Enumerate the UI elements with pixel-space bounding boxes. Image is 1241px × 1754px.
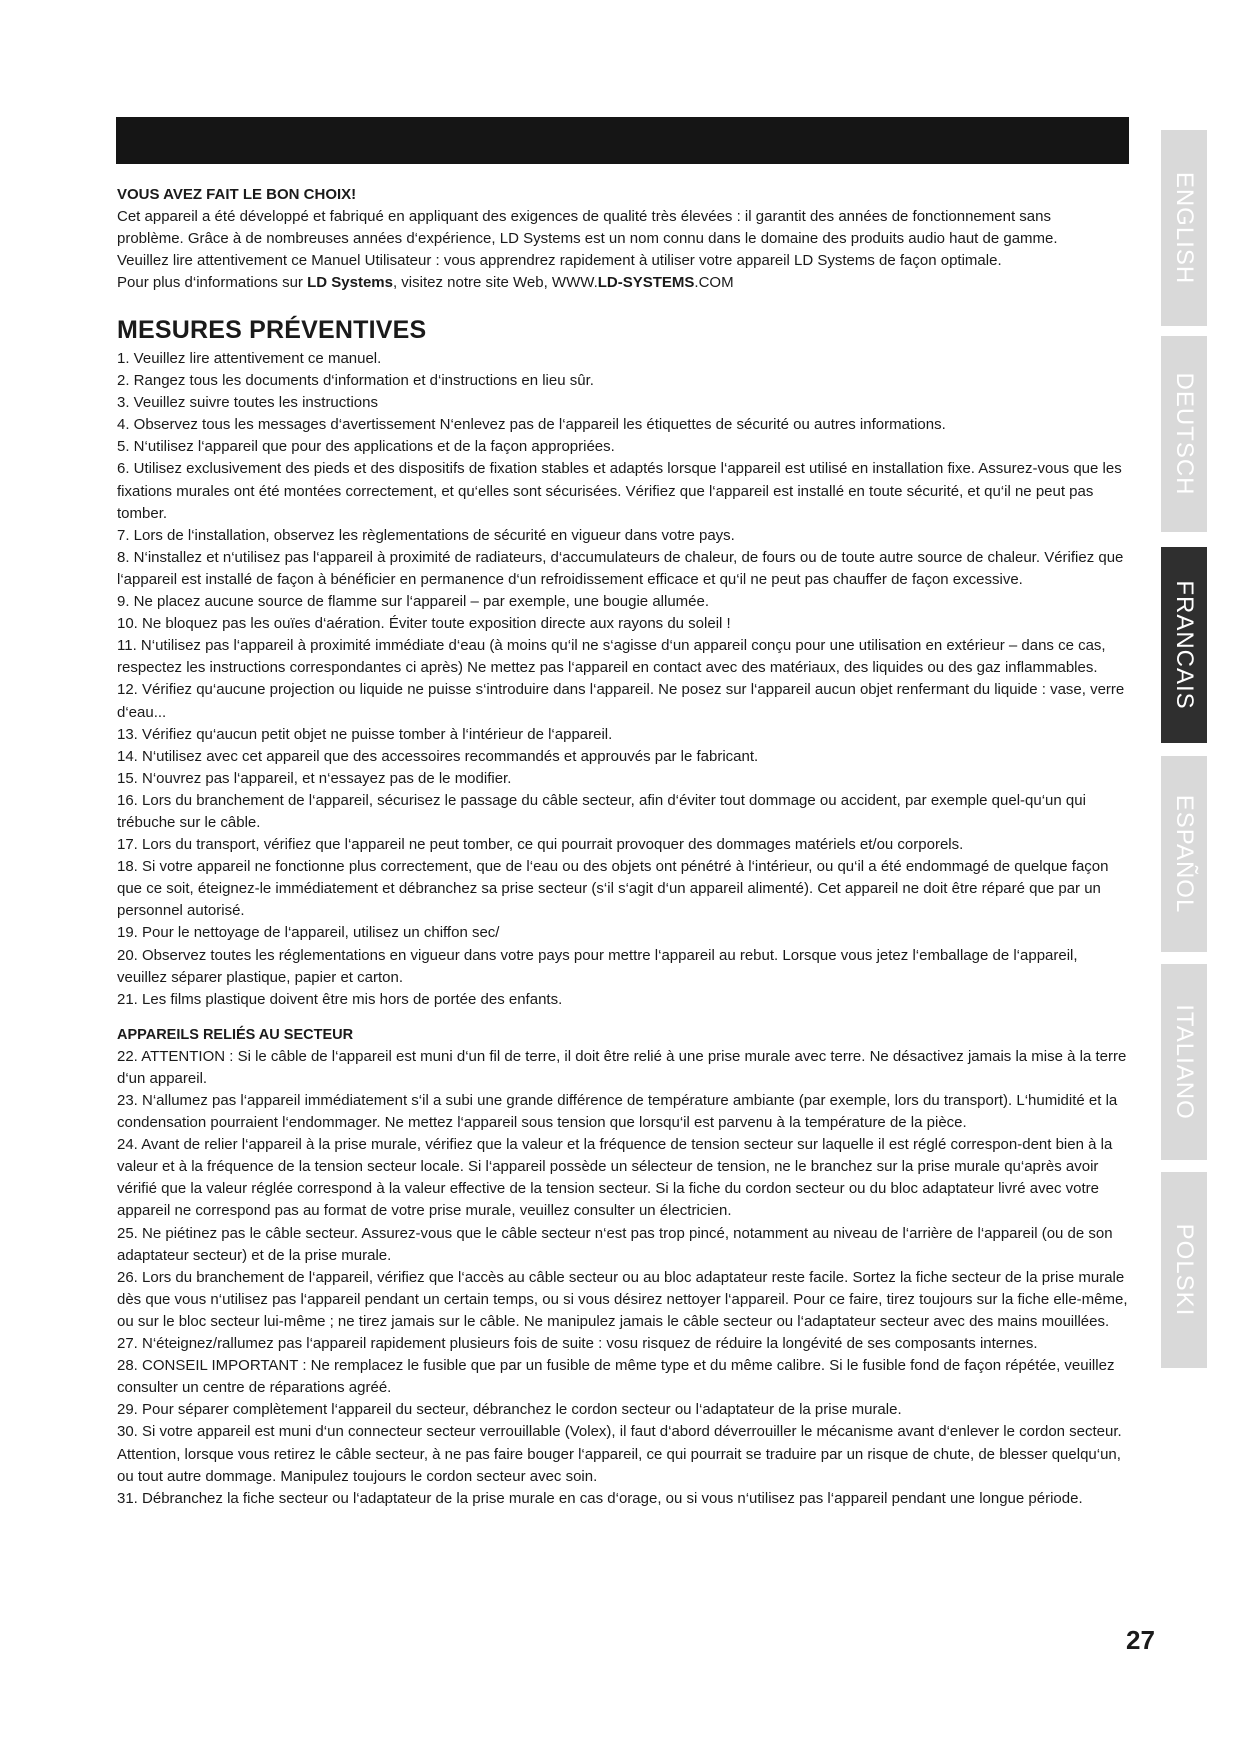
list-item: 10. Ne bloquez pas les ouïes d‘aération. Éviter toute exposition directe aux rayons du soleil ! xyxy=(117,615,731,633)
mains-list xyxy=(117,1046,1129,1510)
brand-name: LD Systems xyxy=(307,274,393,291)
intro-line: Veuillez lire attentivement ce Manuel Utilisateur : vous apprendrez rapidement à utiliser votre appareil LD Systems de façon optimale. xyxy=(117,252,1002,269)
list-item: 5. N‘utilisez l‘appareil que pour des applications et de la façon appropriées. xyxy=(117,438,615,456)
intro-text: , visitez notre site Web, WWW. xyxy=(392,274,598,291)
list-item: 29. Pour séparer complètement l‘appareil du secteur, débranchez le cordon secteur ou l‘adaptateur de la prise murale. xyxy=(117,1401,902,1419)
list-item: 28. CONSEIL IMPORTANT : Ne remplacez le fusible que par un fusible de même type et du même calibre. Si le fusible fond de façon répétée, veuillez consulter un centre de réparations agréé. xyxy=(117,1357,1115,1397)
intro-text: Pour plus d‘informations sur xyxy=(117,274,308,291)
list-item: 19. Pour le nettoyage de l‘appareil, utilisez un chiffon sec/ xyxy=(117,924,500,942)
tab-label: ESPAÑOL xyxy=(1171,794,1198,914)
list-item: 1. Veuillez lire attentivement ce manuel. xyxy=(117,350,382,367)
tab-label: FRANCAIS xyxy=(1171,580,1198,710)
list-item: 25. Ne piétinez pas le câble secteur. Assurez-vous que le câble secteur n‘est pas trop pincé, notamment au niveau de l‘arrière de l‘appareil (ou de son adaptateur secteur) et de la prise murale. xyxy=(117,1224,1113,1264)
tab-polski[interactable] xyxy=(1161,1172,1207,1368)
intro-website-line xyxy=(117,272,1129,294)
tab-label: ENGLISH xyxy=(1171,171,1198,285)
list-item: 12. Vérifiez qu‘aucune projection ou liquide ne puisse s‘introduire dans l‘appareil. Ne posez sur l‘appareil aucun objet renfermant du liquide : vase, verre d‘eau... xyxy=(117,681,1125,721)
list-item: 20. Observez toutes les réglementations en vigueur dans votre pays pour mettre l‘appareil au rebut. Lorsque vous jetez l‘emballage de l‘appareil, veuillez séparer plastique, papier et carton. xyxy=(117,946,1078,986)
list-item: 13. Vérifiez qu‘aucun petit objet ne puisse tomber à l‘intérieur de l‘appareil. xyxy=(117,725,613,743)
list-item: 15. N‘ouvrez pas l‘appareil, et n‘essayez pas de le modifier. xyxy=(117,769,512,787)
list-item: 4. Observez tous les messages d‘avertissement N‘enlevez pas de l‘appareil les étiquettes de sécurité ou autres informations. xyxy=(117,416,946,434)
section-title: MESURES PRÉVENTIVES xyxy=(117,316,427,344)
list-item: 7. Lors de l‘installation, observez les règlementations de sécurité en vigueur dans votre pays. xyxy=(117,526,735,544)
website-link-bold[interactable]: LD-SYSTEMS xyxy=(597,274,695,291)
list-item: 6. Utilisez exclusivement des pieds et des dispositifs de fixation stables et adaptés lorsque l‘appareil est utilisé en installation fixe. Assurez-vous que les fixations murales ont été montées correctement, et qu‘elles sont sécurisées. Vérifiez que l‘appareil est installé en toute sécurité, et qu‘il ne peut pas tomber. xyxy=(117,460,1122,522)
list-item: 23. N‘allumez pas l‘appareil immédiatement s‘il a subi une grande différence de température ambiante (par exemple, lors du transport). L‘humidité et la condensation pourraient l‘endommager. Ne mettez l‘appareil sous tension que lorsqu‘il est parvenu à la température de la pièce. xyxy=(117,1092,1118,1132)
list-item: 27. N‘éteignez/rallumez pas l‘appareil rapidement plusieurs fois de suite : vosu risquez de réduire la longévité de ses composants internes. xyxy=(117,1335,1038,1353)
intro-heading: VOUS AVEZ FAIT LE BON CHOIX! xyxy=(117,186,357,203)
list-item: 24. Avant de relier l‘appareil à la prise murale, vérifiez que la valeur et la fréquence de tension secteur sur laquelle il est réglé correspon-dent bien à la valeur et à la fréquence de la tension secteur locale. Si l‘appareil possède un sélecteur de tension, ne le branchez sur la prise murale qu‘après avoir vérifié que la valeur réglée correspond à la valeur effective de la tension secteur. Si la fiche du cordon secteur ou du bloc adaptateur livré avec votre appareil ne correspond pas au format de votre prise murale, veuillez consulter un électricien. xyxy=(117,1136,1113,1220)
intro-section xyxy=(117,184,1129,294)
list-item: 2. Rangez tous les documents d‘information et d‘instructions en lieu sûr. xyxy=(117,372,594,390)
tab-label: ITALIANO xyxy=(1171,1004,1198,1120)
list-item: 17. Lors du transport, vérifiez que l‘appareil ne peut tomber, ce qui pourrait provoquer des dommages matériels et/ou corporels. xyxy=(117,836,964,854)
page-number: 27 xyxy=(1126,1625,1155,1655)
list-item: 8. N‘installez et n‘utilisez pas l‘appareil à proximité de radiateurs, d‘accumulateurs de chaleur, de fours ou de toute autre source de chaleur. Vérifiez que l‘appareil est installé de façon à bénéficier en permanence d‘un refroidissement efficace et qu‘il ne peut pas chauffer de façon excessive. xyxy=(117,548,1124,588)
list-item: 14. N‘utilisez avec cet appareil que des accessoires recommandés et approuvés par le fabricant. xyxy=(117,747,759,765)
tab-español[interactable] xyxy=(1161,756,1207,952)
list-item: 3. Veuillez suivre toutes les instructions xyxy=(117,394,378,412)
tab-label: DEUTSCH xyxy=(1171,372,1198,496)
list-item: 31. Débranchez la fiche secteur ou l‘adaptateur de la prise murale en cas d‘orage, ou si vous n‘utilisez pas l‘appareil pendant une longue période. xyxy=(117,1489,1083,1507)
tab-francais[interactable] xyxy=(1161,547,1207,743)
precautions-list xyxy=(117,348,1129,1011)
page-content xyxy=(117,184,1129,1510)
list-item: 21. Les films plastique doivent être mis hors de portée des enfants. xyxy=(117,990,563,1008)
tab-deutsch[interactable] xyxy=(1161,336,1207,532)
list-item: 26. Lors du branchement de l‘appareil, vérifiez que l‘accès au câble secteur ou au bloc adaptateur reste facile. Sortez la fiche secteur de la prise murale dès que vous n‘utilisez pas l‘appareil pendant un certain temps, ou si vous désirez nettoyer l‘appareil. Pour ce faire, tirez toujours sur la fiche elle-même, ou sur le bloc secteur lui-même ; ne tirez jamais sur le câble. Ne manipulez jamais le câble secteur ou l‘adaptateur secteur avec des mains mouillées. xyxy=(117,1268,1128,1330)
tab-label: POLSKI xyxy=(1171,1223,1198,1317)
list-item: 11. N‘utilisez pas l‘appareil à proximité immédiate d‘eau (à moins qu‘il ne s‘agisse d‘un appareil conçu pour une utilisation en extérieur – dans ce cas, respectez les instructions correspondantes ci après) Ne mettez pas l‘appareil en contact avec des matériaux, des liquides ou des gaz inflammables. xyxy=(117,637,1106,677)
mains-heading: APPAREILS RELIÉS AU SECTEUR xyxy=(117,1026,354,1043)
intro-line: problème. Grâce à de nombreuses années d‘expérience, LD Systems est un nom connu dans le domaine des produits audio haut de gamme. xyxy=(117,230,1058,247)
list-item: 22. ATTENTION : Si le câble de l‘appareil est muni d‘un fil de terre, il doit être relié à une prise murale avec terre. Ne désactivez jamais la mise à la terre d‘un appareil. xyxy=(117,1047,1127,1087)
list-item: 16. Lors du branchement de l‘appareil, sécurisez le passage du câble secteur, afin d‘éviter tout dommage ou accident, par exemple quel-qu‘un qui trébuche sur le câble. xyxy=(117,791,1086,831)
header-bar xyxy=(116,117,1129,164)
tab-italiano[interactable] xyxy=(1161,964,1207,1160)
list-item: 9. Ne placez aucune source de flamme sur l‘appareil – par exemple, une bougie allumée. xyxy=(117,593,710,611)
website-suffix: .COM xyxy=(694,274,734,291)
list-item: 18. Si votre appareil ne fonctionne plus correctement, que de l‘eau ou des objets ont pénétré à l‘intérieur, ou qu‘il a été endommagé de quelque façon que ce soit, éteignez-le immédiatement et débranchez sa prise secteur (s‘il s‘agit d‘un appareil alimenté). Cet appareil ne doit être réparé que par un personnel autorisé. xyxy=(117,858,1109,920)
list-item: 30. Si votre appareil est muni d‘un connecteur secteur verrouillable (Volex), il faut d‘abord déverrouiller le mécanisme avant d‘enlever le cordon secteur. Attention, lorsque vous retirez le câble secteur, à ne pas faire bouger l‘appareil, ce qui pourrait se traduire par un risque de chute, de blesser quelqu‘un, ou tout autre dommage. Manipulez toujours le cordon secteur avec soin. xyxy=(117,1423,1122,1485)
tab-english[interactable] xyxy=(1161,130,1207,326)
intro-line: Cet appareil a été développé et fabriqué en appliquant des exigences de qualité très élevées : il garantit des années de fonctionnement sans xyxy=(117,208,1051,225)
